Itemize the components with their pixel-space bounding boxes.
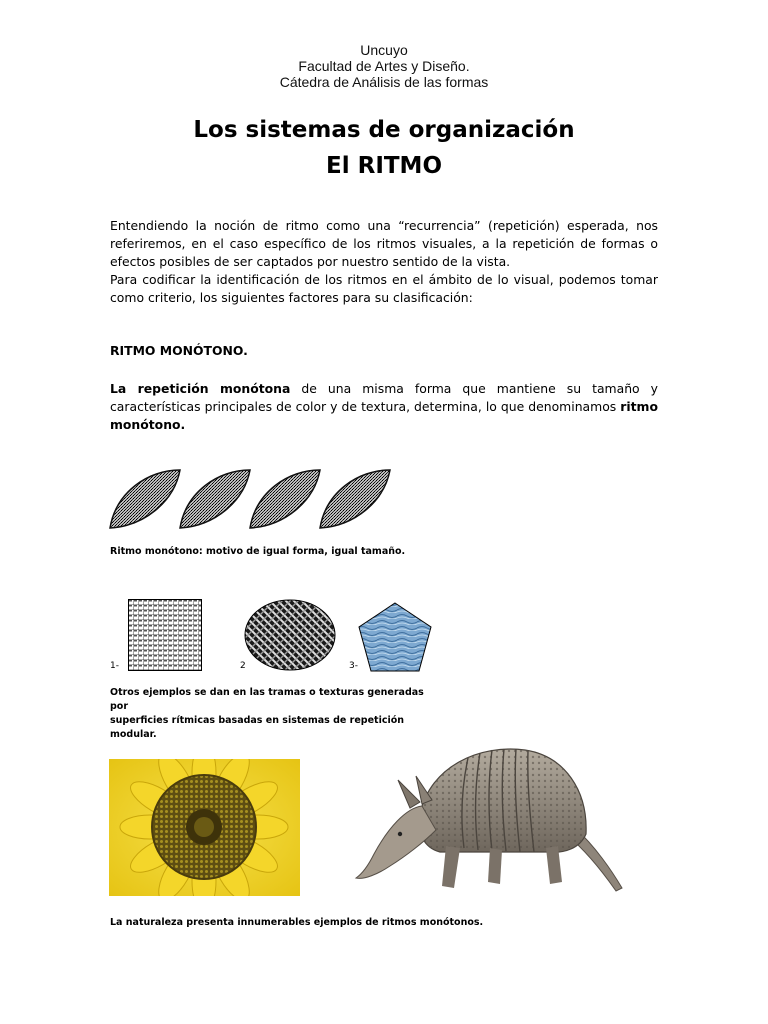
intro-paragraph-1: Entendiendo la noción de ritmo como una “recurrencia” (repetición) esperada, nos referiremos, en el caso específico de los ritmos visuales, a la repetición de formas o efectos posibles de ser captados por nuestro sentido de la vista. bbox=[110, 218, 658, 269]
nature-caption: La naturaleza presenta innumerables ejemplos de ritmos monótonos. bbox=[110, 917, 484, 928]
textures-caption-line-1: Otros ejemplos se dan en las tramas o texturas generadas por bbox=[110, 687, 424, 712]
definition-body: de una misma forma que mantiene su tamaño y características principales de color y de textura, determina, lo que denominamos bbox=[110, 381, 658, 414]
leaf-motif bbox=[320, 470, 390, 528]
page-title bbox=[0, 112, 768, 184]
intro-paragraph-2: Para codificar la identificación de los ritmos en el ámbito de lo visual, podemos tomar como criterio, los siguientes factores para su clasificación: bbox=[110, 272, 658, 305]
figure-number-1: 1- bbox=[110, 661, 119, 671]
water-pentagon-figure bbox=[357, 601, 433, 673]
sunflower-photo bbox=[109, 759, 300, 896]
figure-number-3: 3- bbox=[349, 661, 358, 671]
leaves-caption: Ritmo monótono: motivo de igual forma, igual tamaño. bbox=[110, 546, 406, 557]
textures-caption-line-2: superficies rítmicas basadas en sistemas de repetición modular. bbox=[110, 715, 405, 740]
leaf-motif bbox=[250, 470, 320, 528]
document-header bbox=[0, 42, 768, 90]
header-institution: Uncuyo bbox=[360, 42, 408, 58]
title-line-1: Los sistemas de organización bbox=[193, 117, 575, 143]
armadillo-photo bbox=[350, 736, 630, 900]
woven-circle-figure bbox=[244, 599, 336, 671]
section-heading: RITMO MONÓTONO. bbox=[110, 343, 248, 358]
textures-caption bbox=[110, 686, 430, 742]
definition-bold-conclusion: ritmo monótono. bbox=[110, 399, 658, 432]
intro-text bbox=[110, 217, 658, 307]
figure-number-2: 2 bbox=[240, 661, 246, 671]
leaf-motif bbox=[180, 470, 250, 528]
leaves-figure bbox=[108, 462, 398, 534]
title-line-2: El RITMO bbox=[326, 153, 442, 179]
grid-texture-figure bbox=[128, 599, 202, 671]
leaf-motif bbox=[110, 470, 180, 528]
header-faculty: Facultad de Artes y Diseño. bbox=[298, 58, 470, 74]
header-chair: Cátedra de Análisis de las formas bbox=[279, 74, 489, 90]
definition-bold-term: La repetición monótona bbox=[110, 381, 291, 396]
definition-text bbox=[110, 380, 658, 434]
